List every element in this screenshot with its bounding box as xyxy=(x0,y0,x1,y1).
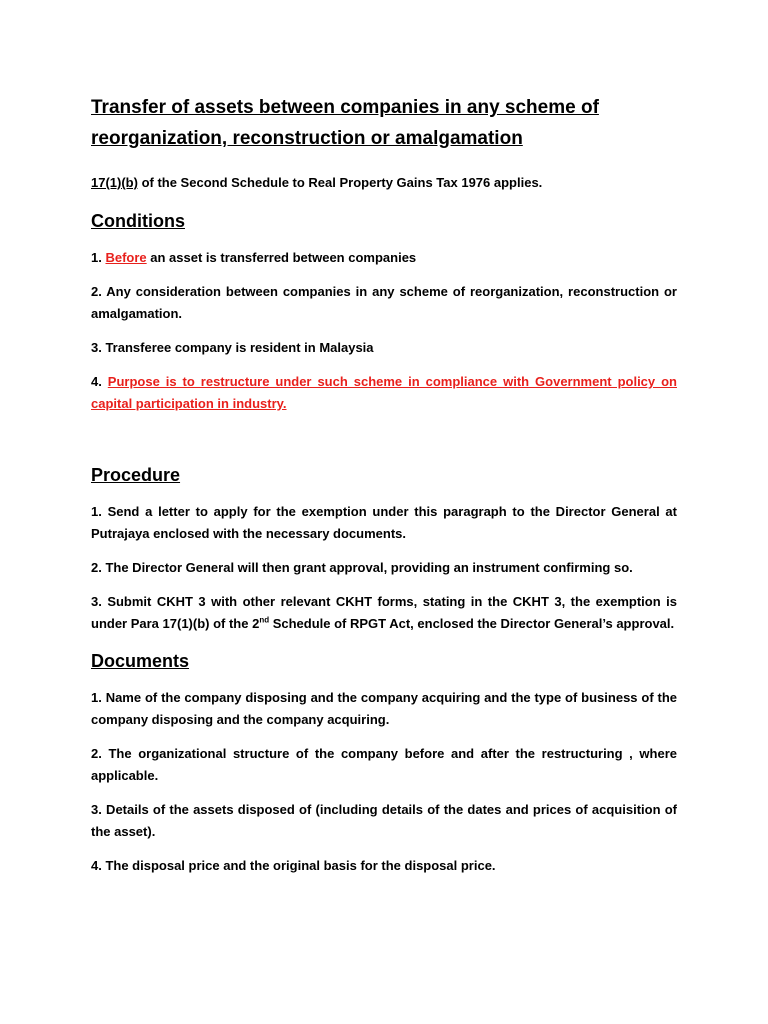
condition-item-1-highlight: Before xyxy=(105,250,147,265)
schedule-reference: 17(1)(b) xyxy=(91,175,138,190)
document-page xyxy=(91,92,677,877)
condition-item-1 xyxy=(91,247,677,269)
procedure-item-3-superscript: nd xyxy=(259,615,270,625)
procedure-heading: Procedure xyxy=(91,465,181,485)
documents-item-1: 1. Name of the company disposing and the company acquiring and the type of business of the company disposing and the company acquiring. xyxy=(91,690,677,727)
condition-item-1-number: 1. xyxy=(91,250,106,265)
procedure-item-2: 2. The Director General will then grant approval, providing an instrument confirming so. xyxy=(91,560,633,575)
intro-paragraph xyxy=(91,173,677,193)
documents-item-2: 2. The organizational structure of the company before and after the restructuring , where applicable. xyxy=(91,746,677,783)
condition-item-4-number: 4. xyxy=(91,374,108,389)
documents-item-4: 4. The disposal price and the original basis for the disposal price. xyxy=(91,858,496,873)
condition-item-4-highlight: Purpose is to restructure under such scheme in compliance with Government policy on capital participation in industry. xyxy=(91,374,677,411)
documents-item-3: 3. Details of the assets disposed of (including details of the dates and prices of acquisition of the asset). xyxy=(91,802,677,839)
documents-heading: Documents xyxy=(91,651,190,671)
procedure-item-3-part-1: 3. Submit CKHT 3 with other relevant CKHT forms, stating in the CKHT 3, the exemption is under Para 17(1)(b) of the 2 xyxy=(91,594,677,631)
intro-text: of the Second Schedule to Real Property Gains Tax 1976 applies. xyxy=(137,175,543,190)
procedure-item-1: 1. Send a letter to apply for the exemption under this paragraph to the Director General at Putrajaya enclosed with the necessary documents. xyxy=(91,504,677,541)
condition-item-3: 3. Transferee company is resident in Malaysia xyxy=(91,340,374,355)
document-title: Transfer of assets between companies in any scheme of reorganization, reconstruction or amalgamation xyxy=(91,97,599,149)
condition-item-2: 2. Any consideration between companies in any scheme of reorganization, reconstruction or amalgamation. xyxy=(91,284,677,321)
procedure-item-3-part-2: Schedule of RPGT Act, enclosed the Director General’s approval. xyxy=(269,616,675,631)
condition-item-4 xyxy=(91,371,677,415)
condition-item-1-text: an asset is transferred between companies xyxy=(146,250,417,265)
procedure-item-3 xyxy=(91,591,677,635)
conditions-heading: Conditions xyxy=(91,211,185,231)
